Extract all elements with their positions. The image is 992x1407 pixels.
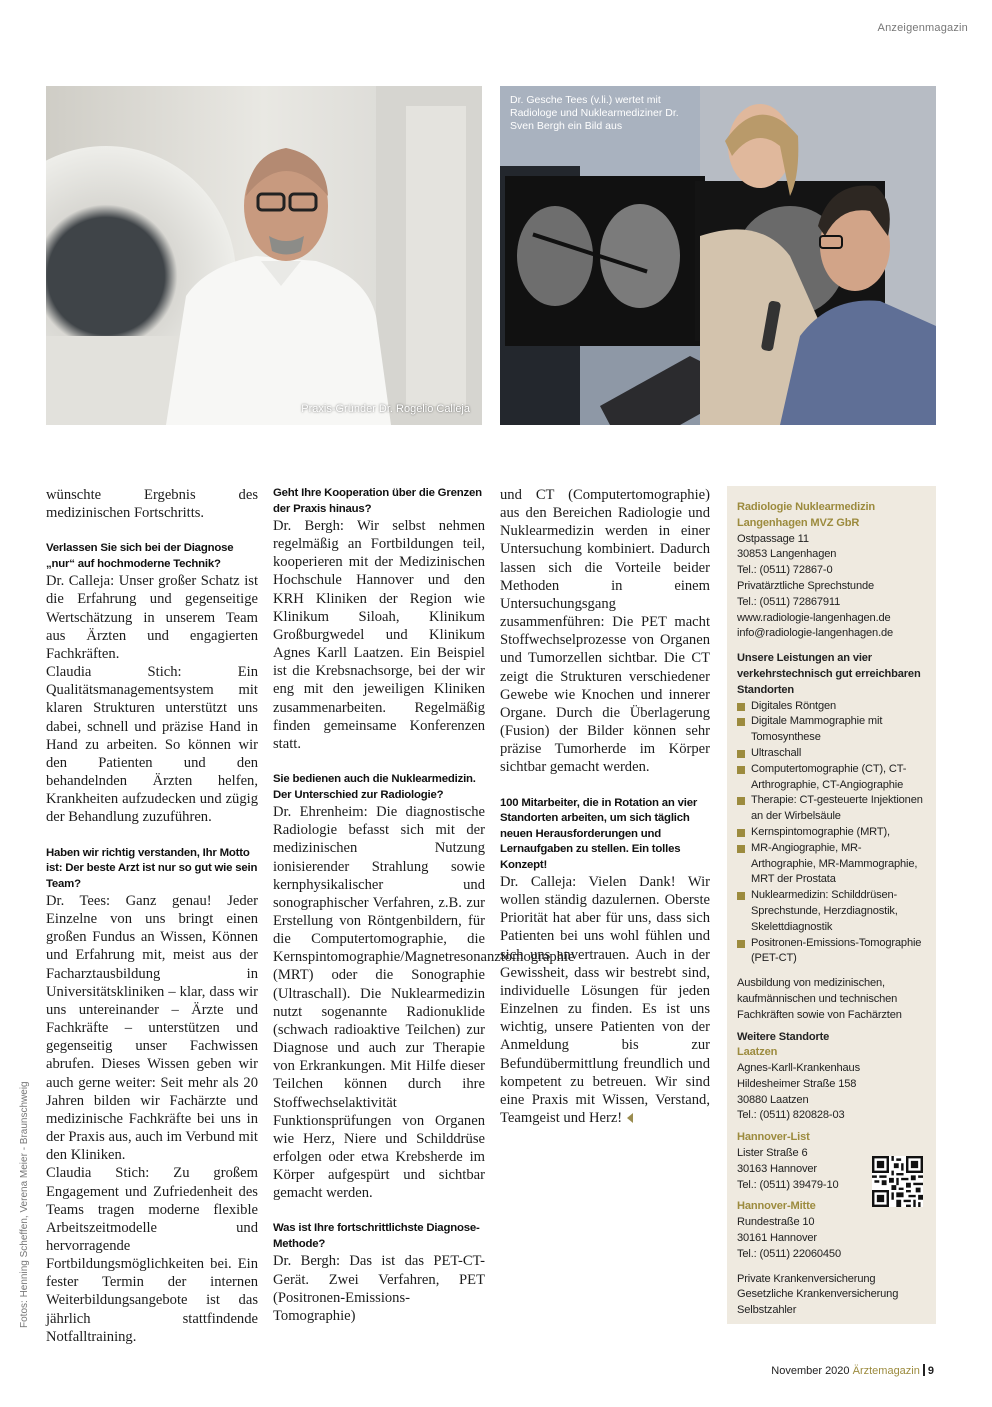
paragraph (500, 873, 710, 1127)
interview-question: Verlassen Sie sich bei der Diagnose „nur“ auf hochmoderne Technik? (46, 542, 234, 570)
email-link[interactable]: info@radiologie-langenhagen.de (737, 627, 894, 640)
paragraph: Claudia Stich: Zu großem Engagement und Zufriedenheit des Teams tragen moderne flexible Arbeitszeitmodelle und hervorragende Fortbildungsmöglichkeiten bei. Ein fester Termin der internen Weiterbildungsangebote ist das jährlich stattfindende Notfalltraining. (46, 1165, 258, 1345)
page-footer (771, 1364, 934, 1377)
paragraph: Dr. Ehrenheim: Die diagnostische Radiologie befasst sich mit der medizinischen Nutzung ionisierender Strahlung sowie kernphysikalischer und sonographischer Verfahren, z.B. zur Erstellung von Röntgenbildern, für die Computertomographie, die Kernspintomographie/Magnetresonanztomographie (MRT) oder die Sonographie (Ultraschall). Die Nuklearmedizin nutzt sogenannte Radionuklide (schwach radioaktive Teilchen) zur Diagnose und auch zur Therapie von Erkrankungen. Mit Hilfe dieser Teilchen können durch ihre Stoffwechselaktivität Funktionsprüfungen von Organen wie Herz, Niere und Schilddrüse erfolgen oder etwa Krebsherde im Körper aufgespürt und sichtbar gemacht werden. (273, 804, 575, 1202)
location-name: Hannover-Mitte (737, 1200, 816, 1213)
article-column-2 (273, 486, 575, 1325)
end-of-article-icon (627, 1113, 633, 1123)
insurance-line: Selbstzahler (737, 1304, 797, 1317)
photo-caption-left: Praxis-Gründer Dr. Rogelio Calleja (301, 403, 470, 415)
interview-question: Sie bedienen auch die Nuklearmedizin. Der Unterschied zur Radiologie? (273, 773, 476, 801)
private-consultation-label: Privatärztliche Sprechstunde (737, 579, 875, 592)
paragraph: Dr. Bergh: Wir selbst nehmen regelmäßig an Fortbildungen teil, kooperieren mit der Medizinischen Hochschule Hannover und den KRH Kliniken der Region wie Klinikum Siloah, Klinikum Großburgwedel und Klinikum Agnes Karll Laatzen. Ein Beispiel ist die Krebsnachsorge, bei der wir eng mit den jeweiligen Kliniken zusammenarbeiten. Regelmäßig finden gemeinsame Konferenzen statt. (273, 518, 485, 752)
address-street: Ostpassage 11 (737, 532, 809, 545)
training-note: Ausbildung von medizinischen, kaufmännischen und technischen Fachkräften sowie von Fachärzten (737, 977, 902, 1021)
divider (923, 1364, 925, 1376)
practice-info-box (727, 486, 936, 1324)
qr-code-icon[interactable] (872, 1156, 923, 1207)
location-line: Lister Straße 6 (737, 1147, 808, 1160)
services-list (737, 699, 926, 968)
insurance-line: Private Krankenversicherung (737, 1272, 876, 1285)
interview-question: Was ist Ihre fortschrittlichste Diagnose-Methode? (273, 1222, 480, 1250)
magazine-name: Ärztemagazin (852, 1365, 920, 1377)
location-line: Rundestraße 10 (737, 1216, 815, 1229)
location-line: 30163 Hannover (737, 1162, 817, 1175)
paragraph: Dr. Calleja: Unser großer Schatz ist die Erfahrung und gegenseitige Wertschätzung in unserem Team aus Ärzten und engagierten Fachkräften. (46, 573, 258, 662)
location-line: 30161 Hannover (737, 1232, 817, 1245)
list-item: Nuklearmedizin: Schilddrüsen-Sprechstunde, Herzdiagnostik, Skelettdiagnostik (737, 888, 926, 935)
issue-date: November 2020 (771, 1365, 850, 1377)
photo-tees-bergh (500, 86, 936, 425)
location-line: Tel.: (0511) 39479-10 (737, 1178, 839, 1191)
list-item: Digitale Mammographie mit Tomosynthese (737, 714, 926, 746)
list-item: Ultraschall (737, 746, 926, 762)
practice-name: Radiologie Nuklearmedizin Langenhagen MVZ GbR (737, 501, 876, 529)
paragraph: Claudia Stich: Ein Qualitätsmanagementsystem mit klaren Strukturen unterstützt uns dabei, schnell und präzise Hand in Hand zu arbeiten. So können wir den Patienten und den behandelnden Ärzten helfen, Krankheiten aufzudecken und zügig der Behandlung zuzuführen. (46, 664, 258, 826)
photo-credit: Fotos: Henning Scheffen, Verena Meier - Braunschweig (19, 1081, 30, 1328)
list-item: Positronen-Emissions-Tomographie (PET-CT) (737, 936, 926, 968)
page-number: 9 (927, 1365, 934, 1377)
location-line: Hildesheimer Straße 158 (737, 1077, 857, 1090)
interview-question: Haben wir richtig verstanden, Ihr Motto ist: Der beste Arzt ist nur so gut wie sein Team? (46, 846, 258, 890)
photo-caption-right: Dr. Gesche Tees (v.li.) wertet mit Radiologe und Nuklearmediziner Dr. Sven Bergh ein Bild aus (510, 94, 679, 132)
location-name: Hannover-List (737, 1131, 810, 1144)
interview-question: 100 Mitarbeiter, die in Rotation an vier Standorten arbeiten, um sich täglich neuen Herausforderungen und Lernaufgaben zu stellen. Ein tolles Konzept! (500, 796, 698, 871)
location-line: 30880 Laatzen (737, 1093, 809, 1106)
paragraph: Dr. Tees: Ganz genau! Jeder Einzelne von uns bringt einen großen Fundus an Wissen, Können und Erfahrung mit, meist aus der Facharztausbildung in Universitätskliniken – klar, dass wir uns untereinander – Ärzte und Fachkräfte – unterstützen und gegenseitig unser Fachwissen abrufen. Dieses Wissen geben wir auch gerne weiter: Seit mehr als 20 Jahren bilden wir Fachärzte und medizinische Fachkräfte bei uns in der Praxis aus, auch im Verbund mit den Kliniken. (46, 893, 258, 1164)
paragraph: wünschte Ergebnis des medizinischen Fortschritts. (46, 487, 258, 522)
list-item: Kernspintomographie (MRT), (737, 825, 926, 841)
address-city: 30853 Langenhagen (737, 548, 837, 561)
list-item: Computertomographie (CT), CT-Arthrographie, CT-Angiographie (737, 762, 926, 794)
services-heading: Unsere Leistungen an vier verkehrstechnisch gut erreichbaren Standorten (737, 652, 921, 696)
website-link[interactable]: www.radiologie-langenhagen.de (737, 611, 891, 624)
section-label: Anzeigenmagazin (877, 22, 968, 34)
paragraph: und CT (Computertomographie) aus den Bereichen Radiologie und Nuklearmedizin werden in einer Untersuchung kombiniert. Dadurch lassen sich die Vorteile beider Methoden in einem Untersuchungsgang zusammenführen: Die PET macht Stoffwechselprozesse von Organen und Tumorzellen sichtbar. Die CT zeigt die Strukturen verschiedener Gewebe wie Knochen und innerer Organe. Durch die Überlagerung (Fusion) der Bilder können sehr präzise Tumorherde im Körper sichtbar gemacht werden. (500, 487, 710, 776)
list-item: Therapie: CT-gesteuerte Injektionen an der Wirbelsäule (737, 793, 926, 825)
more-locations-heading: Weitere Standorte (737, 1030, 830, 1043)
location-line: Tel.: (0511) 22060450 (737, 1247, 841, 1260)
private-phone: Tel.: (0511) 72867911 (737, 595, 841, 608)
insurance-line: Gesetzliche Krankenversicherung (737, 1288, 899, 1301)
interview-question: Geht Ihre Kooperation über die Grenzen der Praxis hinaus? (273, 487, 482, 515)
location-line: Tel.: (0511) 820828-03 (737, 1109, 845, 1122)
closing-paragraph-text: Dr. Calleja: Vielen Dank! Wir wollen ständig dazulernen. Oberste Priorität hat aber für uns, dass sich Patienten bei uns wohl fühlen und sich uns anvertrauen. Auch in der Gewissheit, dass wir bestrebt sind, individuelle Lösungen für jeden Einzelnen zu finden. Es ist uns wichtig, unsere Patienten von der Anmeldung bis zur Befundübermittlung freundlich und kompetent zu betreuen. Wir sind eine Praxis mit Wissen, Verstand, Teamgeist und Herz! (500, 874, 710, 1127)
location-line: Agnes-Karll-Krankenhaus (737, 1062, 860, 1075)
list-item: MR-Angiographie, MR-Arthographie, MR-Mammographie, MRT der Prostata (737, 841, 926, 888)
article-column-3 (500, 486, 710, 1127)
paragraph: Dr. Bergh: Das ist das PET-CT-Gerät. Zwei Verfahren, PET (Positronen-Emissions-Tomographie) (273, 1253, 485, 1324)
location-name: Laatzen (737, 1046, 778, 1059)
article-column-1 (46, 486, 258, 1346)
list-item: Digitales Röntgen (737, 699, 926, 715)
photo-calleja (46, 86, 482, 425)
phone: Tel.: (0511) 72867-0 (737, 564, 833, 577)
